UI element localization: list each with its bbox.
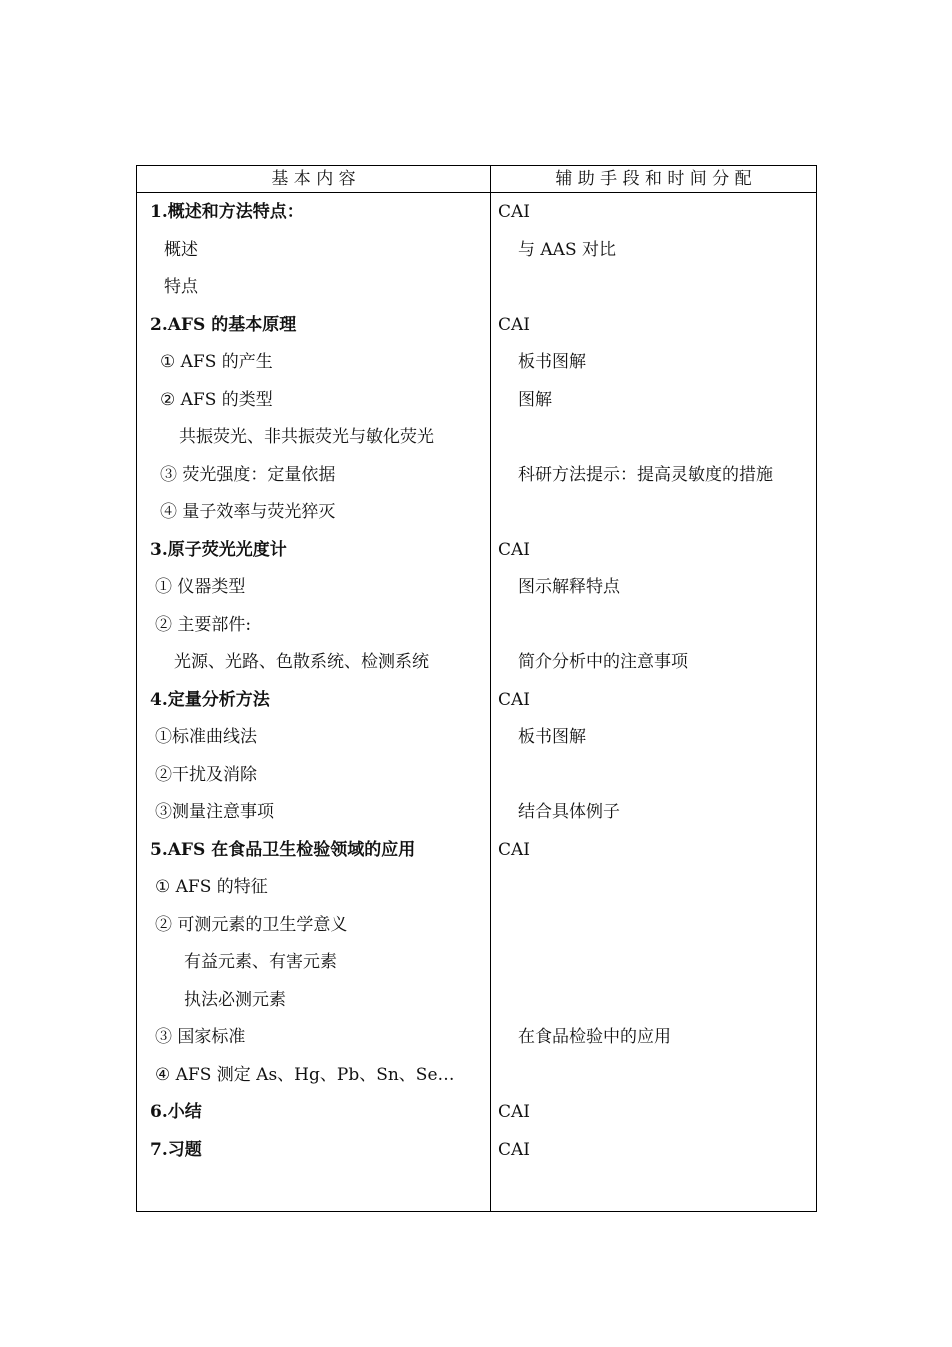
row-content-cell: 共振荧光、非共振荧光与敏化荧光 (179, 427, 434, 447)
row-content-cell: 特点 (164, 277, 198, 297)
row-aid-cell: 结合具体例子 (518, 802, 620, 822)
row-content-cell: ②干扰及消除 (155, 765, 257, 785)
row-aid-cell: 与 AAS 对比 (518, 240, 617, 260)
row-aid-cell: 板书图解 (518, 727, 586, 747)
row-aid-cell: 图解 (518, 390, 552, 410)
row-content-cell: 4.定量分析方法 (150, 690, 270, 710)
header-aids-and-time: 辅 助 手 段 和 时 间 分 配 (555, 169, 752, 189)
row-content-cell: ④ 量子效率与荧光猝灭 (160, 502, 336, 522)
row-aid-cell: 在食品检验中的应用 (518, 1027, 671, 1047)
table-header-row (137, 166, 816, 193)
row-aid-cell: 科研方法提示：提高灵敏度的措施 (518, 465, 773, 485)
row-content-cell: ③ 荧光强度：定量依据 (160, 465, 336, 485)
row-content-cell: 光源、光路、色散系统、检测系统 (174, 652, 429, 672)
row-content-cell: ③测量注意事项 (155, 802, 274, 822)
row-content-cell: ① AFS 的特征 (155, 877, 268, 897)
row-content-cell: 5.AFS 在食品卫生检验领域的应用 (150, 840, 416, 860)
row-content-cell: ② 主要部件: (155, 615, 252, 635)
row-content-cell: 6.小结 (150, 1102, 202, 1122)
row-aid-cell: 板书图解 (518, 352, 586, 372)
row-aid-cell: CAI (498, 540, 530, 560)
row-content-cell: ① AFS 的产生 (160, 352, 273, 372)
row-content-cell: ① 仪器类型 (155, 577, 246, 597)
column-divider (490, 166, 491, 1211)
row-content-cell: 概述 (164, 240, 198, 260)
row-aid-cell: CAI (498, 840, 530, 860)
row-content-cell: 7.习题 (150, 1140, 202, 1160)
row-content-cell: 执法必测元素 (184, 990, 286, 1010)
row-aid-cell: CAI (498, 690, 530, 710)
row-content-cell: 3.原子荧光光度计 (150, 540, 287, 560)
row-content-cell: ② 可测元素的卫生学意义 (155, 915, 348, 935)
row-content-cell: 1.概述和方法特点： (150, 202, 304, 222)
row-aid-cell: 图示解释特点 (518, 577, 620, 597)
row-aid-cell: CAI (498, 1140, 530, 1160)
row-aid-cell: CAI (498, 202, 530, 222)
row-content-cell: ③ 国家标准 (155, 1027, 246, 1047)
row-content-cell: ④ AFS 测定 As、Hg、Pb、Sn、Se… (155, 1065, 455, 1085)
row-aid-cell: 简介分析中的注意事项 (518, 652, 688, 672)
row-content-cell: 有益元素、有害元素 (184, 952, 337, 972)
row-aid-cell: CAI (498, 1102, 530, 1122)
row-content-cell: 2.AFS 的基本原理 (150, 315, 297, 335)
row-content-cell: ①标准曲线法 (155, 727, 257, 747)
header-basic-content: 基 本 内 容 (271, 169, 356, 189)
row-aid-cell: CAI (498, 315, 530, 335)
row-content-cell: ② AFS 的类型 (160, 390, 273, 410)
content-table (136, 165, 817, 1212)
